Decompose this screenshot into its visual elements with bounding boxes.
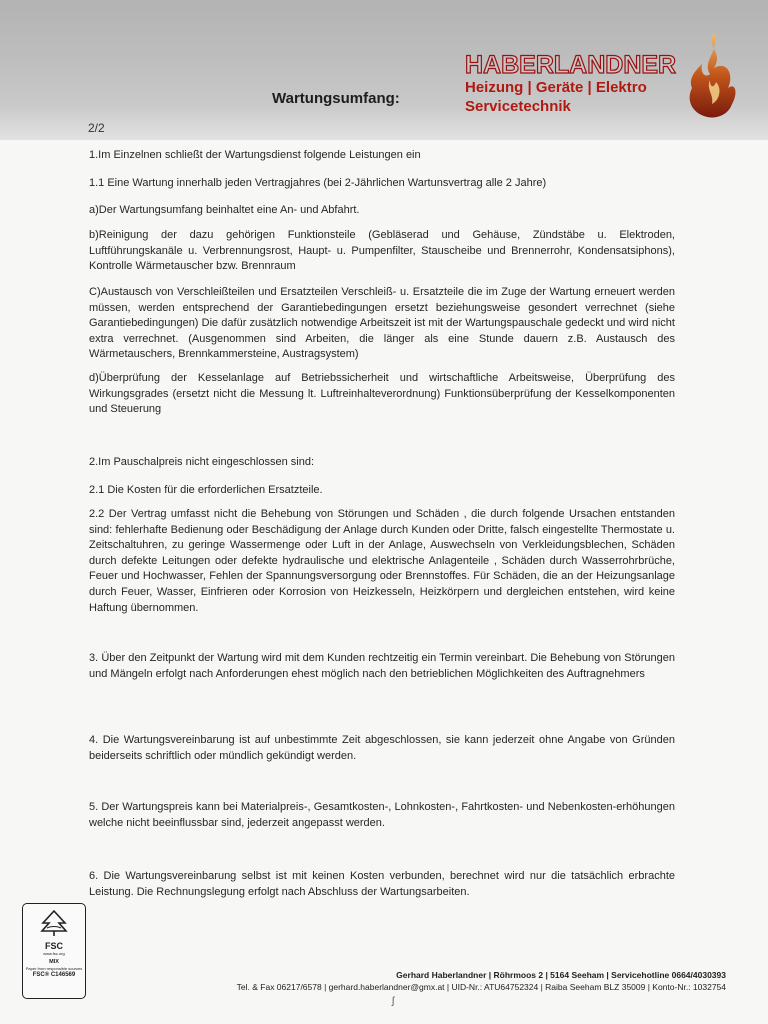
section-6: 6. Die Wartungsvereinbarung selbst ist mit keinen Kosten verbunden, berechnet wird nur die tatsächlich erbrachte Leistung. Die Rechnungslegung erfolgt nach Abschluss der Wartungsarbeiten. — [89, 870, 675, 898]
section-1b: b)Reinigung der dazu gehörigen Funktionsteile (Gebläserad und Gehäuse, Zündstäbe u. Elektroden, Luftführungskanäle u. Verbrennungsrost, Haupt- u. Pumpenfilter, Stauscheibe und Brennerrohr, Kondensatsiphons), Kontrolle Wärmetauscher bzw. Brennraum — [89, 229, 675, 273]
page-number: 2/2 — [88, 121, 105, 135]
company-logo — [465, 52, 685, 116]
document-title: Wartungsumfang: — [272, 90, 400, 107]
company-name: HABERLANDNER — [465, 51, 677, 79]
section-2-1: 2.1 Die Kosten für die erforderlichen Ersatzteile. — [89, 484, 323, 496]
fsc-claim: Paper from responsible sources — [25, 966, 83, 971]
fsc-tree-icon — [39, 909, 69, 937]
section-2-heading: 2.Im Pauschalpreis nicht eingeschlossen sind: — [89, 456, 315, 468]
fsc-name: FSC — [45, 941, 63, 951]
section-1-heading: 1.Im Einzelnen schließt der Wartungsdienst folgende Leistungen ein — [89, 149, 421, 161]
section-1c: C)Austausch von Verschleißteilen und Ersatzteilen Verschleiß- u. Ersatzteile die im Zuge der Wartung erneuert werden müssen, werden entsprechend der Garantiebedingungen ersetzt beziehungsweise gesondert verrechnet (siehe Garantiebedingungen) Die dafür zusätzlich notwendige Arbeitszeit ist mit der Wartungspauschale gedeckt und wird nicht extra verrechnet. (Ausgenommen sind Arbeiten, die länger als eine Stunde dauern z.B. Austausch des Wärmetauschers, Brennkammersteine, Austragsystem) — [89, 286, 675, 361]
section-3: 3. Über den Zeitpunkt der Wartung wird mit dem Kunden rechtzeitig ein Termin vereinbart. Die Behebung von Störungen und Mängeln erfolgt nach Anforderungen ehest möglich nach den betrieblichen Möglichkeiten des Auftragnehmers — [89, 652, 675, 680]
section-2-2: 2.2 Der Vertrag umfasst nicht die Behebung von Störungen und Schäden , die durch folgende Ursachen entstanden sind: fehlerhafte Bedienung oder Beschädigung der Anlage durch Kunden oder Dritte, falsch eingestellte Thermostate u. Zeitschaltuhren, zu geringe Wassermenge oder Luft in der Anlage, Auswechseln von Verkleidungsblechen, Schäden durch defekte Leitungen oder defekte hydraulische und elektrische Anlagenteile , Schäden durch Wasserrohrbrüche, Feuer und Hochwasser, Fehlen der Spannungsversorgung oder Brennstoffes. Für Schäden, die an der Heizungsanlage durch Feuer, Wasser, Einfrieren oder Korrosion von Heizkesseln, Heizkörpern und dergleichen entstehen, wird keine Haftung übernommen. — [89, 508, 675, 614]
fsc-label — [22, 903, 86, 999]
section-5: 5. Der Wartungspreis kann bei Materialpreis-, Gesamtkosten-, Lohnkosten-, Fahrtkosten- und Nebenkosten-erhöhungen welche nicht beeinflussbar sind, jederzeit angepasst werden. — [89, 801, 675, 829]
section-1a: a)Der Wartungsumfang beinhaltet eine An- und Abfahrt. — [89, 204, 360, 216]
fsc-mix: MIX — [49, 959, 59, 965]
flame-icon — [684, 30, 740, 122]
company-tagline-2: Servicetechnik — [465, 98, 571, 115]
footer-address: Gerhard Haberlandner | Röhrmoos 2 | 5164 Seeham | Servicehotline 0664/4030393 — [396, 970, 726, 980]
section-1d: d)Überprüfung der Kesselanlage auf Betriebssicherheit und wirtschaftliche Arbeitsweise, Überprüfung des Wirkungsgrades (ersetzt nicht die Messung lt. Luftreinhalteverordnung) Funktionsüberprüfung der Kesselkomponenten und Steuerung — [89, 372, 675, 416]
handwritten-mark: ʃ — [392, 996, 395, 1007]
section-4: 4. Die Wartungsvereinbarung ist auf unbestimmte Zeit abgeschlossen, sie kann jederzeit ohne Angabe von Gründen beiderseits schriftlich oder mündlich gekündigt werden. — [89, 734, 675, 762]
footer-contact: Tel. & Fax 06217/6578 | gerhard.haberlandner@gmx.at | UID-Nr.: ATU64752324 | Raiba Seeham BLZ 35009 | Konto-Nr.: 1032754 — [236, 982, 726, 992]
section-1-1: 1.1 Eine Wartung innerhalb jeden Vertragjahres (bei 2-Jährlichen Wartunsvertrag alle 2 Jahre) — [89, 177, 547, 189]
fsc-code: FSC® C146569 — [32, 972, 76, 978]
fsc-url: www.fsc.org — [43, 951, 65, 956]
company-tagline-1: Heizung | Geräte | Elektro — [465, 79, 647, 96]
